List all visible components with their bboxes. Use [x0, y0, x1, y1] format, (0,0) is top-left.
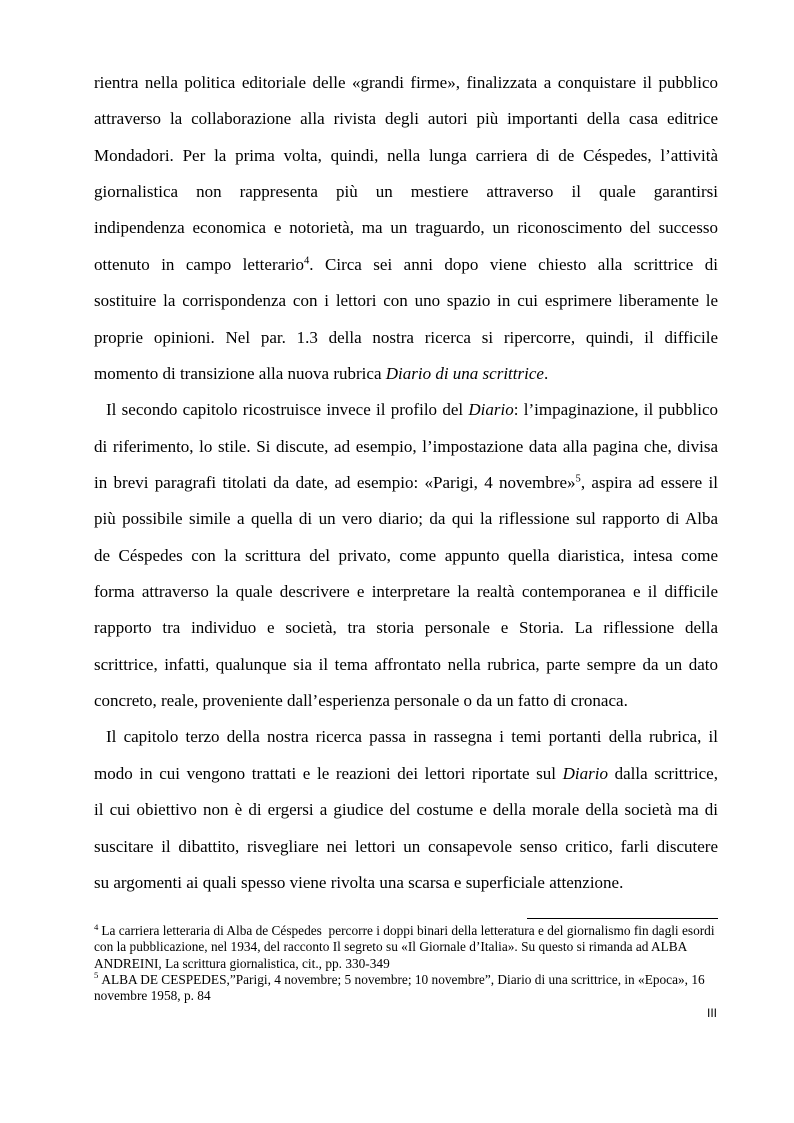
- text-line: de Céspedes con la scrittura del privato, come appunto quella diaristica, intesa come: [94, 545, 718, 565]
- text-line: rientra nella politica editoriale delle «grandi firme», finalizzata a conquistare il pubblico: [94, 73, 718, 92]
- footnote-number: 4: [94, 921, 99, 932]
- footnote-line: [94, 923, 718, 939]
- page-number: III: [706, 1006, 717, 1020]
- text-line: [94, 356, 718, 392]
- text-line: indipendenza economica e notorietà, ma un traguardo, un riconoscimento del successo: [94, 218, 718, 238]
- footnote-line: con la pubblicazione, nel 1934, del racconto Il segreto su «Il Giornale d’Italia». Su questo si rimanda ad ALBA: [94, 939, 688, 955]
- text-line: attraverso la collaborazione alla rivista degli autori più importanti della casa editrice: [94, 109, 718, 129]
- footnote-separator: [527, 918, 718, 919]
- footnote-number: 5: [94, 970, 99, 981]
- text-segment: dalla scrittrice,: [607, 763, 718, 783]
- footnote-ref-4: 4: [304, 255, 310, 267]
- footnote-line: ANDREINI, La scrittura giornalistica, cit., pp. 330-349: [94, 955, 390, 971]
- text-line: [94, 392, 718, 428]
- footnote-text: La carriera letteraria di Alba de Céspedes percorre i doppi binari della letteratura e del giornalismo fin dagli esordi: [101, 923, 715, 938]
- text-line: proprie opinioni. Nel par. 1.3 della nostra ricerca si ripercorre, quindi, il difficile: [94, 327, 718, 347]
- paragraph-3: [94, 719, 718, 901]
- text-segment: modo in cui vengono trattati e le reazioni dei lettori riportate sul: [94, 763, 563, 783]
- footnote-line: [94, 972, 718, 988]
- text-line: Mondadori. Per la prima volta, quindi, nella lunga carriera di de Céspedes, l’attività: [94, 145, 718, 165]
- text-line: giornalistica non rappresenta più un mestiere attraverso il quale garantirsi: [94, 182, 718, 202]
- text-segment: .: [543, 363, 549, 383]
- footnote-line: novembre 1958, p. 84: [94, 988, 211, 1003]
- text-line: forma attraverso la quale descrivere e interpretare la realtà contemporanea e il difficile: [94, 582, 718, 602]
- text-segment: ottenuto in campo letterario: [94, 254, 305, 274]
- footnotes: [94, 923, 718, 1004]
- body-text: [94, 65, 718, 901]
- paragraph-2: [94, 392, 718, 719]
- text-line: Il capitolo terzo della nostra ricerca passa in rassegna i temi portanti della rubrica, il: [106, 727, 718, 747]
- text-line: più possibile simile a quella di un vero diario; da qui la riflessione sul rapporto di Alba: [94, 509, 718, 529]
- text-line: [94, 465, 718, 501]
- text-segment: : l’impaginazione, il pubblico: [513, 400, 718, 420]
- text-line: il cui obiettivo non è di ergersi a giudice del costume e della morale della società ma di: [94, 800, 718, 820]
- italic-title: Diario: [468, 400, 514, 420]
- text-line: sostituire la corrispondenza con i lettori con uno spazio in cui esprimere liberamente le: [94, 291, 718, 311]
- text-line: scrittrice, infatti, qualunque sia il tema affrontato nella rubrica, parte sempre da un dato: [94, 654, 718, 674]
- footnote-5: [94, 972, 718, 1005]
- text-line: [94, 247, 718, 283]
- text-segment: in brevi paragrafi titolati da date, ad esempio: «Parigi, 4 novembre»: [94, 472, 576, 492]
- text-line: su argomenti ai quali spesso viene rivolta una scarsa e superficiale attenzione.: [94, 872, 624, 892]
- text-line: di riferimento, lo stile. Si discute, ad esempio, l’impostazione data alla pagina che, divisa: [94, 436, 718, 456]
- paragraph-1: [94, 65, 718, 392]
- footnote-4: [94, 923, 718, 972]
- text-line: rapporto tra individuo e società, tra storia personale e Storia. La riflessione della: [94, 618, 718, 638]
- italic-title: Diario: [562, 763, 608, 783]
- text-line: suscitare il dibattito, risvegliare nei lettori un consapevole senso critico, farli discutere: [94, 836, 718, 856]
- footnote-ref-5: 5: [575, 473, 581, 485]
- text-segment: , aspira ad essere il: [580, 472, 718, 492]
- text-line: [94, 756, 718, 792]
- text-segment: momento di transizione alla nuova rubrica: [94, 363, 386, 383]
- text-segment: Il secondo capitolo ricostruisce invece il profilo del: [106, 400, 469, 420]
- italic-title: Diario di una scrittrice: [385, 363, 544, 383]
- footnote-text: ALBA DE CESPEDES,”Parigi, 4 novembre; 5 novembre; 10 novembre”, Diario di una scrittrice, in «Epoca», 16: [101, 971, 705, 987]
- text-segment: . Circa sei anni dopo viene chiesto alla scrittrice di: [309, 254, 718, 274]
- text-line: concreto, reale, proveniente dall’esperienza personale o da un fatto di cronaca.: [94, 691, 628, 711]
